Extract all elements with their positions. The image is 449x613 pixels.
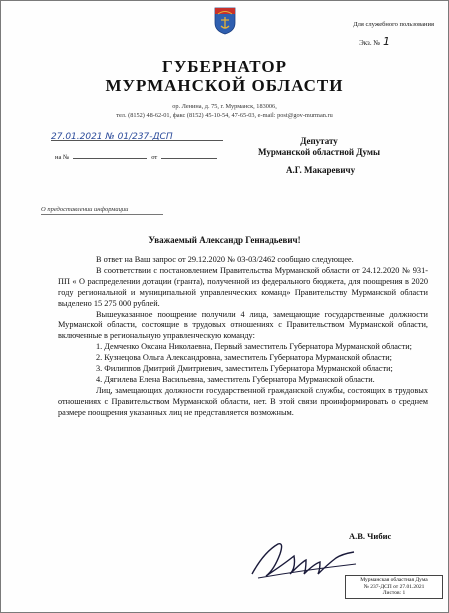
paragraph-1: В ответ на Ваш запрос от 29.12.2020 № 03-03/2462 сообщаю следующее. [96,255,354,264]
letter-body [58,255,428,419]
stamp-line-1: Мурманская областная Дума [360,577,428,583]
subject-underline [41,214,163,215]
na-label: на № [55,154,70,161]
registration-handwritten: 27.01.2021 № 01/237-ДСП [51,132,173,142]
paragraph-3: Вышеуказанное поощрение получили 4 лица, замещающие государственные должности Мурманской области, состоящие в трудовых отношениях с Правительством Мурманской области, включенные в региональную управленческую команду: [58,309,428,341]
registration-stamp [345,575,443,599]
title-line-2: МУРМАНСКОЙ ОБЛАСТИ [105,76,344,95]
recipient-line-1: Депутату [300,136,338,146]
coat-of-arms-icon [214,7,236,35]
title-line-1: ГУБЕРНАТОР [162,57,287,76]
address-line-2: тел. (8152) 48-62-01, факс (8152) 45-10-54, 47-65-03, e-mail: post@gov-murman.ru [116,112,333,119]
stamp-line-3: Листов: 1 [382,590,406,597]
paragraph-4: Лиц, замещающих должности государственной гражданской службы, состоящих в трудовых отношениях с Правительством Мурманской области, нет. В этой связи проинформировать о среднем размере поощрения указанных лиц не представляется возможным. [58,385,428,417]
copy-number-value: 1 [383,35,390,48]
list-item: 4. Дягилева Елена Васильевна, заместитель Губернатора Мурманской области. [96,374,375,384]
copy-number [359,35,390,48]
recipient-block [249,136,389,158]
signer-name: А.В. Чибис [349,531,392,541]
reference-line [55,152,217,161]
registration-underline [51,140,223,141]
page-title [1,57,448,95]
address-block [1,102,448,120]
paragraph-2: В соответствии с постановлением Правительства Мурманской области от 24.12.2020 № 931-ПП « О распределении дотации (гранта), полученной из федерального бюджета, для поощрения в 2020 году региональной и муниципальной управленческих команд» Правительству Мурманской области выделено 15 275 000 рублей. [58,265,428,308]
list-item: 3. Филиппов Дмитрий Дмитриевич, заместитель Губернатора Мурманской области; [96,364,393,374]
ot-blank [161,152,217,159]
ot-label: от [151,154,158,161]
subject-line: О предоставлении информации [41,206,129,213]
recipient-name: А.Г. Макаревичу [286,165,356,175]
copy-label: Экз. № [359,39,380,47]
address-line-1: ор. Ленина, д. 75, г. Мурманск, 183006, [172,103,277,110]
official-use-label: Для служебного пользования [353,21,434,28]
stamp-line-2: № 237-ДСП от 27.01.2021 [363,583,425,590]
na-blank [73,152,147,159]
recipient-line-2: Мурманской областной Думы [257,147,381,157]
list-item: 2. Кузнецова Ольга Александровна, заместитель Губернатора Мурманской области; [96,353,392,363]
salutation: Уважаемый Александр Геннадьевич! [148,235,301,245]
list-item: 1. Демченко Оксана Николаевна, Первый заместитель Губернатора Мурманской области; [96,342,412,352]
